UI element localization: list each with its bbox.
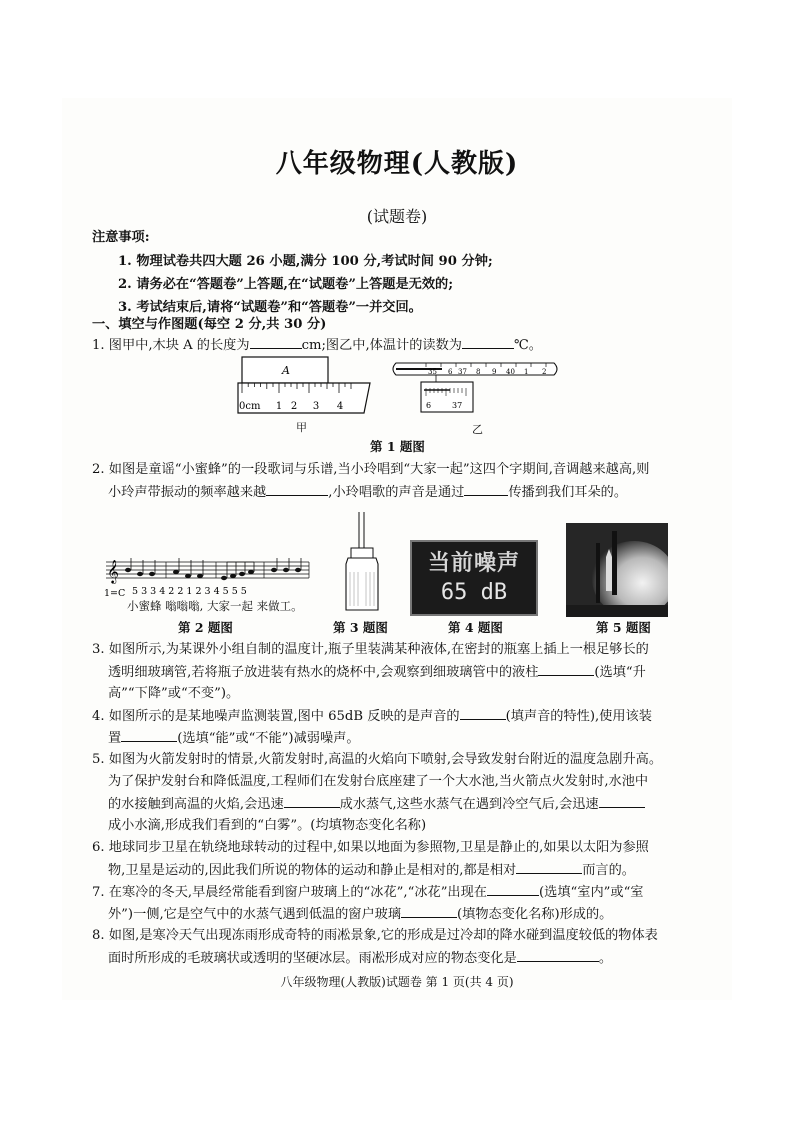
q2-line-2	[108, 483, 627, 501]
ruler-label-4: 4	[336, 401, 344, 412]
q6-text-b: 而言的。	[582, 863, 635, 878]
q2-blank-1	[266, 483, 328, 496]
notice-item-1: 1. 物理试卷共四大题 26 小题,满分 100 分,考试时间 90 分钟;	[118, 254, 493, 269]
bottle-stopper	[351, 548, 373, 558]
q3-blank-1	[538, 663, 594, 676]
treble-clef-icon: 𝄞	[107, 559, 119, 583]
thermo-label-1: 1	[524, 368, 529, 376]
rocket-body	[606, 557, 612, 591]
q5-line-3	[108, 795, 645, 813]
q4-text-b: (填声音的特性),使用该装	[505, 709, 652, 724]
q4-text-a: 4. 如图所示的是某地噪声监测装置,图中 65dB 反映的是声音的	[92, 709, 460, 724]
ruler-figure	[236, 355, 376, 425]
thermo-label-9: 9	[492, 368, 497, 376]
block-label: A	[282, 364, 290, 377]
q5-text-b: 成水蒸气,这些水蒸气在遇到冷空气后,会迅速	[339, 797, 599, 812]
zoom-label-6: 6	[426, 401, 432, 410]
q6-text-a: 物,卫星是运动的,因此我们所说的物体的运动和静止是相对的,都是相对	[108, 863, 517, 878]
page-subtitle: (试题卷)	[366, 207, 428, 226]
q2-blank-2	[464, 483, 508, 496]
q2-line-1: 2. 如图是童谣“小蜜蜂”的一段歌词与乐谱,当小玲唱到“大家一起”这四个字期间,音调越来越高,则	[92, 462, 650, 477]
figure-label-jia: 甲	[296, 421, 307, 434]
rocket-launch-photo	[566, 523, 668, 617]
q7-text-a: 7. 在寒冷的冬天,早晨经常能看到窗户玻璃上的“冰花”,“冰花”出现在	[92, 885, 487, 900]
q5-line-4: 成小水滴,形成我们看到的“白雾”。(均填物态变化名称)	[108, 818, 427, 833]
page-footer: 八年级物理(人教版)试题卷 第 1 页(共 4 页)	[280, 975, 514, 989]
q8-line-2	[108, 949, 612, 967]
notice-heading: 注意事项:	[92, 230, 150, 245]
q1-text-c: ℃。	[513, 338, 542, 353]
section-heading: 一、填空与作图题(每空 2 分,共 30 分)	[92, 317, 327, 332]
q4-line-2	[108, 729, 360, 747]
q8-blank-1	[517, 949, 599, 962]
q1-text-a: 1. 图甲中,木块 A 的长度为	[92, 338, 250, 353]
bottle-body	[346, 558, 378, 610]
bottle-thermometer-figure	[340, 510, 386, 614]
thermo-label-8: 8	[476, 368, 481, 376]
q8-text-a: 面时所形成的毛玻璃状或透明的坚硬冰层。雨凇形成对应的物态变化是	[108, 951, 517, 966]
q7-blank-2	[401, 905, 457, 918]
figure-2-caption: 第 2 题图	[178, 620, 233, 635]
q3-text-b: (选填“升	[594, 665, 646, 680]
thermo-label-35: 35	[428, 368, 437, 376]
q6-blank-1	[516, 861, 582, 874]
q8-text-b: 。	[598, 951, 612, 966]
zoom-label-37: 37	[452, 401, 463, 410]
question-1	[92, 336, 542, 354]
q4-line-1	[92, 707, 652, 725]
q4-text-c: 置	[108, 731, 122, 746]
noise-monitor-display	[410, 540, 538, 616]
q2-text-c: 传播到我们耳朵的。	[508, 485, 628, 500]
q3-line-3: 高”“下降”或“不变”)。	[108, 686, 240, 701]
thermo-label-37: 37	[458, 368, 467, 376]
figure-label-yi: 乙	[472, 423, 483, 436]
figure-3-caption: 第 3 题图	[333, 620, 388, 635]
ruler-label-2: 2	[290, 401, 298, 412]
q5-blank-1	[284, 795, 340, 808]
thermometer-figure	[386, 358, 564, 420]
thermo-label-6: 6	[448, 368, 453, 376]
q3-line-1: 3. 如图所示,为某课外小组自制的温度计,瓶子里装满某种液体,在密封的瓶塞上插上一根足够长的	[92, 642, 649, 657]
q3-text-a: 透明细玻璃管,若将瓶子放进装有热水的烧杯中,会观察到细玻璃管中的液柱	[108, 665, 539, 680]
ruler-label-1: 1	[275, 401, 283, 412]
q5-text-a: 的水接触到高温的火焰,会迅速	[108, 797, 284, 812]
ground	[566, 605, 668, 617]
q5-line-2: 为了保护发射台和降低温度,工程师们在发射台底座建了一个大水池,当火箭点火发射时,水池中	[108, 774, 649, 789]
q8-line-1: 8. 如图,是寒冷天气出现冻雨形成奇特的雨凇景象,它的形成是过冷却的降水碰到温度较低的物体表	[92, 928, 658, 943]
ruler-label-3: 3	[312, 401, 320, 412]
thermo-label-40: 40	[506, 368, 515, 376]
q3-line-2	[108, 663, 646, 681]
q7-line-1	[92, 883, 644, 901]
q1-text-b: cm;图乙中,体温计的读数为	[301, 338, 462, 353]
figure-4-caption: 第 4 题图	[448, 620, 503, 635]
q1-blank-2	[462, 336, 514, 349]
notice-item-3: 3. 考试结束后,请将“试题卷”和“答题卷”一并交回。	[118, 300, 422, 315]
q2-text-b: ,小玲唱歌的声音是通过	[328, 485, 465, 500]
q7-text-b: (选填“室内”或“室	[539, 885, 644, 900]
q1-blank-1	[250, 336, 302, 349]
figure-1-caption: 第 1 题图	[370, 439, 425, 454]
display-label: 当前噪声	[427, 551, 520, 576]
q6-line-2	[108, 861, 635, 879]
q7-text-d: (填物态变化名称)形成的。	[457, 907, 613, 922]
q7-text-c: 外”)一侧,它是空气中的水蒸气遇到低温的窗户玻璃	[108, 907, 402, 922]
figure-5-caption: 第 5 题图	[596, 620, 651, 635]
launch-tower-2	[596, 543, 600, 603]
q7-blank-1	[487, 883, 539, 896]
score-numbers: 5 3 3 4 2 2 1 2 3 4 5 5 5	[132, 586, 247, 597]
q4-blank-1	[460, 707, 506, 720]
q2-text-a: 小玲声带振动的频率越来越	[108, 485, 267, 500]
staff-lines	[106, 562, 309, 578]
launch-tower	[612, 531, 617, 595]
q5-line-1: 5. 如图为火箭发射时的情景,火箭发射时,高温的火焰向下喷射,会导致发射台附近的温度急剧升高。	[92, 752, 663, 767]
display-value: 65 dB	[440, 580, 508, 605]
ruler-label-0: 0cm	[239, 401, 261, 412]
q6-line-1: 6. 地球同步卫星在轨绕地球转动的过程中,如果以地面为参照物,卫星是静止的,如果以太阳为参照	[92, 840, 649, 855]
page-title: 八年级物理(人教版)	[275, 149, 519, 179]
thermo-label-2: 2	[542, 368, 547, 376]
q4-blank-2	[121, 729, 177, 742]
notice-item-2: 2. 请务必在“答题卷”上答题,在“试题卷”上答题是无效的;	[118, 277, 454, 292]
q7-line-2	[108, 905, 612, 923]
q5-blank-2	[599, 795, 645, 808]
score-lyrics: 小蜜蜂 嗡嗡嗡, 大家一起 来做工。	[127, 599, 303, 613]
q4-text-d: (选填“能”或“不能”)减弱噪声。	[177, 731, 360, 746]
score-key: 1=C	[104, 588, 126, 599]
